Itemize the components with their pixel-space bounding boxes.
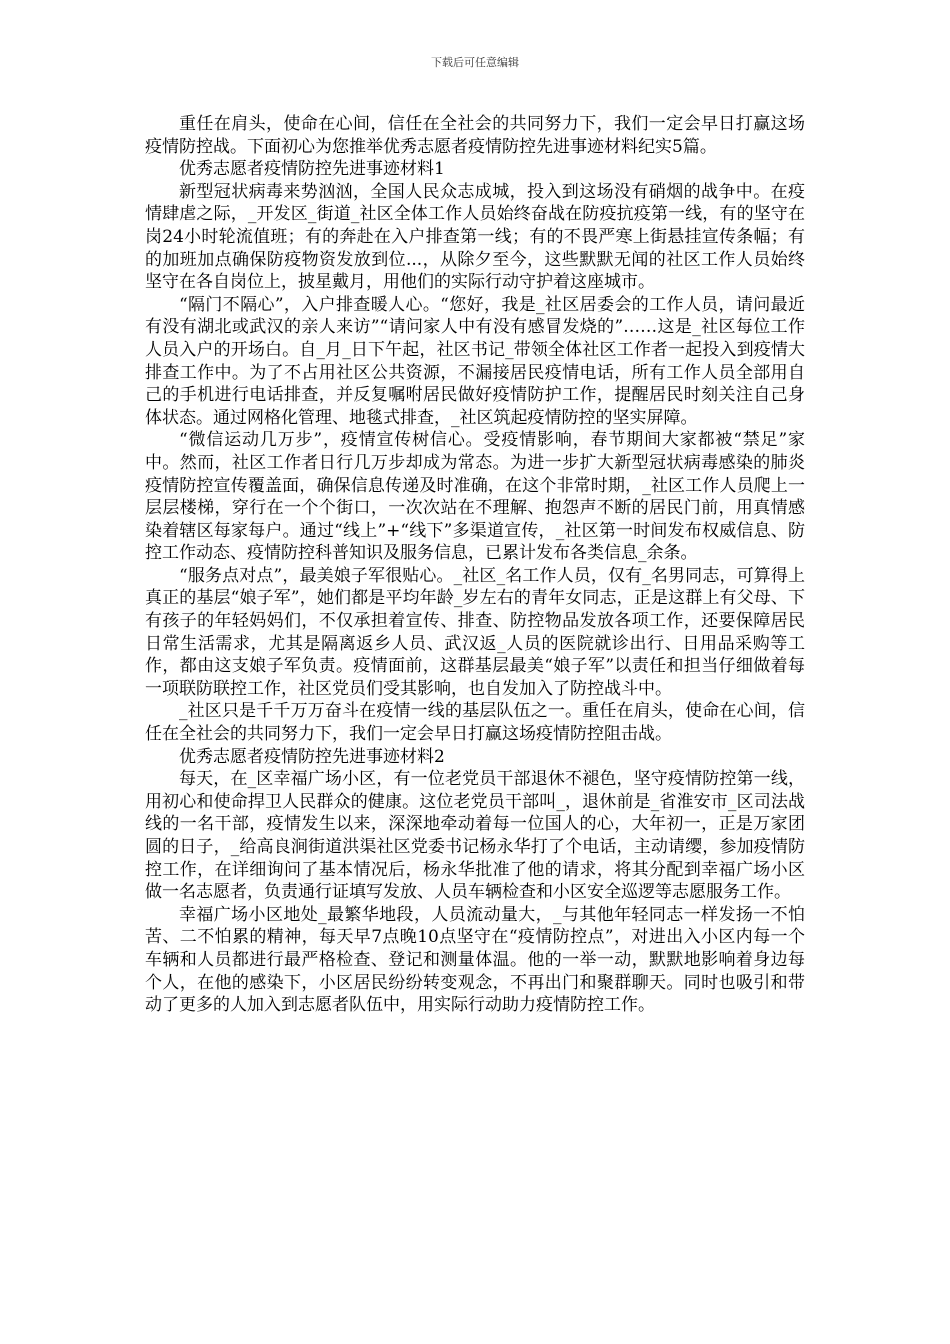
page-header: 下载后可任意编辑 [431, 56, 519, 69]
section-heading-1: 优秀志愿者疫情防控先进事迹材料1 [179, 159, 445, 180]
body-paragraph: _社区只是千千万万奋斗在疫情一线的基层队伍之一。重任在肩头，使命在心间，信任在全社会的共同努力下，我们一定会早日打赢这场疫情防控阻击战。 [145, 701, 805, 745]
document-body [145, 113, 805, 1017]
body-paragraph: 幸福广场小区地处_最繁华地段，人员流动量大，_与其他年轻同志一样发扬一不怕苦、二不怕累的精神，每天早7点晚10点坚守在“疫情防控点”，对进出入小区内每一个车辆和人员都进行最严格检查、登记和测量体温。他的一举一动，默默地影响着身边每个人，在他的感染下，小区居民纷纷转变观念，不再出门和聚群聊天。同时也吸引和带动了更多的人加入到志愿者队伍中，用实际行动助力疫情防控工作。 [145, 904, 805, 1016]
body-paragraph: “微信运动几万步”，疫情宣传树信心。受疫情影响，春节期间大家都被“禁足”家中。然而，社区工作者日行几万步却成为常态。为进一步扩大新型冠状病毒感染的肺炎疫情防控宣传覆盖面，确保信息传递及时准确，在这个非常时期，_社区工作人员爬上一层层楼梯，穿行在一个个街口，一次次站在不理解、抱怨声不断的居民门前，用真情感染着辖区每家每户。通过“线上”+“线下”多渠道宣传，_社区第一时间发布权威信息、防控工作动态、疫情防控科普知识及服务信息，已累计发布各类信息_余条。 [145, 430, 805, 564]
intro-paragraph: 重任在肩头，使命在心间，信任在全社会的共同努力下，我们一定会早日打赢这场疫情防控战。下面初心为您推举优秀志愿者疫情防控先进事迹材料纪实5篇。 [145, 114, 805, 157]
section-heading-2: 优秀志愿者疫情防控先进事迹材料2 [179, 746, 445, 767]
body-paragraph: “隔门不隔心”，入户排查暖人心。“您好，我是_社区居委会的工作人员，请问最近有没有湖北或武汉的亲人来访”“请问家人中有没有感冒发烧的”……这是_社区每位工作人员入户的开场白。自_月_日下午起，社区书记_带领全体社区工作者一起投入到疫情大排查工作中。为了不占用社区公共资源，不漏接居民疫情电话，所有工作人员全部用自己的手机进行电话排查，并反复嘱咐居民做好疫情防护工作，提醒居民时刻关注自己身体状态。通过网格化管理、地毯式排查，_社区筑起疫情防控的坚实屏障。 [145, 294, 805, 428]
body-paragraph: “服务点对点”，最美娘子军很贴心。_社区_名工作人员，仅有_名男同志，可算得上真正的基层“娘子军”，她们都是平均年龄_岁左右的青年女同志，正是这群上有父母、下有孩子的年轻妈妈们，不仅承担着宣传、排查、防控物品发放各项工作，还要保障居民日常生活需求，尤其是隔离返乡人员、武汉返_人员的医院就诊出行、日用品采购等工作，都由这支娘子军负责。疫情面前，这群基层最美“娘子军”以责任和担当仔细做着每一项联防联控工作，社区党员们受其影响，也自发加入了防控战斗中。 [145, 565, 805, 699]
body-paragraph: 每天，在_区幸福广场小区，有一位老党员干部退休不褪色，坚守疫情防控第一线，用初心和使命捍卫人民群众的健康。这位老党员干部叫_，退休前是_省淮安市_区司法战线的一名干部，疫情发生以来，深深地牵动着每一位国人的心，大年初一，正是万家团圆的日子，_给高良涧街道洪渠社区党委书记杨永华打了个电话，主动请缨，参加疫情防控工作，在详细询问了基本情况后，杨永华批准了他的请求，将其分配到幸福广场小区做一名志愿者，负责通行证填写发放、人员车辆检查和小区安全巡逻等志愿服务工作。 [145, 769, 805, 903]
body-paragraph: 新型冠状病毒来势汹汹，全国人民众志成城，投入到这场没有硝烟的战争中。在疫情肆虐之际，_开发区_街道_社区全体工作人员始终奋战在防疫抗疫第一线，有的坚守在岗24小时轮流值班；有的奔赴在入户排查第一线；有的不畏严寒上街悬挂宣传条幅；有的加班加点确保防疫物资发放到位...，从除夕至今，这些默默无闻的社区工作人员始终坚守在各自岗位上，披星戴月，用他们的实际行动守护着这座城市。 [145, 181, 805, 293]
